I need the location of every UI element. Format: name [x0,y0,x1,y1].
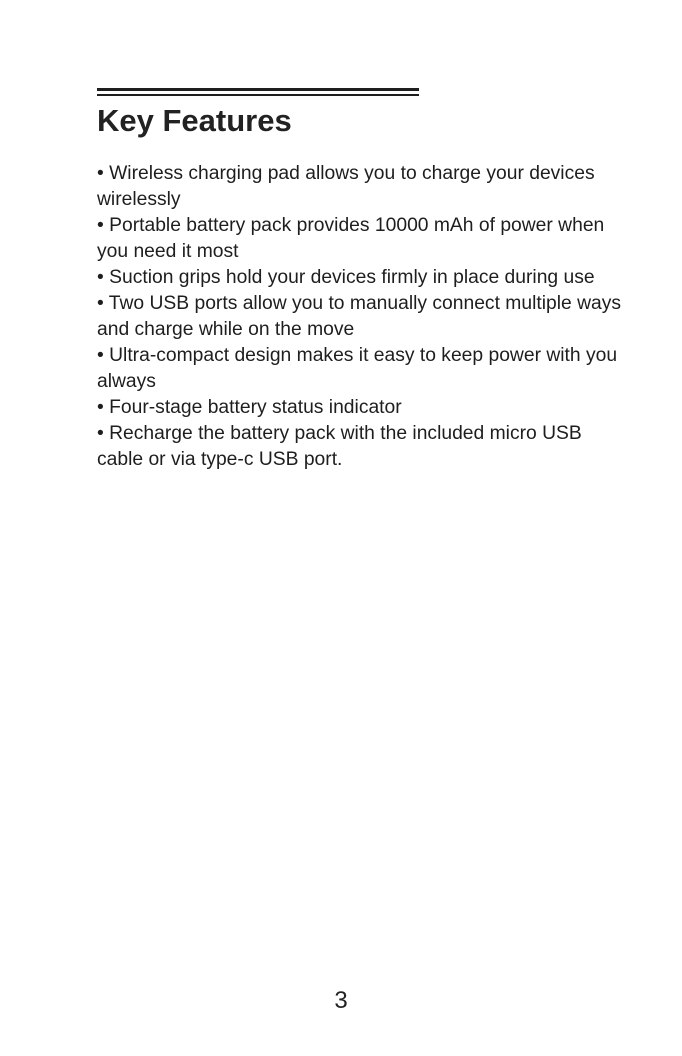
heading-rule-thin [97,94,419,96]
feature-item-recharge: • Recharge the battery pack with the included micro USB cable or via type-c USB port. [97,423,582,470]
feature-item-status-indicator: • Four-stage battery status indicator [97,397,402,418]
feature-item-ultra-compact: • Ultra-compact design makes it easy to keep power with you always [97,345,618,392]
feature-item-battery-capacity: • Portable battery pack provides 10000 mAh of power when you need it most [97,215,605,262]
heading-rule-thick [97,88,419,91]
feature-list [97,161,632,473]
feature-item-suction-grips: • Suction grips hold your devices firmly in place during use [97,267,595,288]
page-title: Key Features [97,103,292,138]
page-number: 3 [334,987,348,1014]
feature-item-usb-ports: • Two USB ports allow you to manually connect multiple ways and charge while on the move [97,293,622,340]
feature-item-wireless-charging: • Wireless charging pad allows you to charge your devices wirelessly [97,163,595,210]
